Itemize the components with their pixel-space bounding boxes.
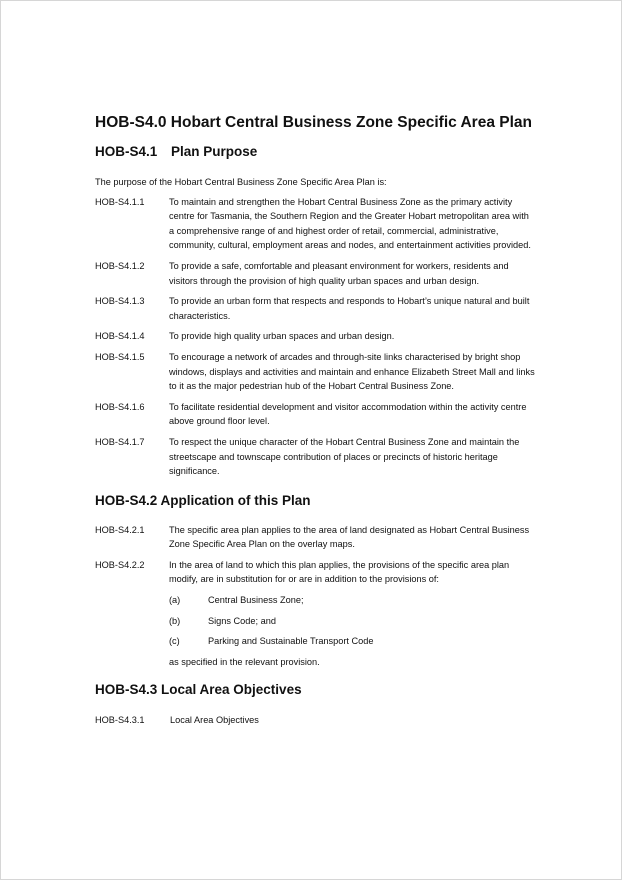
clause-text: To provide high quality urban spaces and urban design. xyxy=(169,331,395,342)
clause-number: HOB-S4.1.4 xyxy=(95,331,145,342)
page-title: HOB-S4.0 Hobart Central Business Zone Specific Area Plan xyxy=(95,114,532,131)
section-title: Plan Purpose xyxy=(171,144,258,159)
clause-row xyxy=(95,350,535,394)
list-item-text: Central Business Zone; xyxy=(208,595,304,606)
clause-number: HOB-S4.1.2 xyxy=(95,260,145,271)
section-code: HOB-S4.1 xyxy=(95,144,158,159)
clause-number: HOB-S4.2.1 xyxy=(95,524,145,535)
document-body xyxy=(95,113,535,728)
clause-number: HOB-S4.2.2 xyxy=(95,559,145,570)
subsection-title: Local Area Objectives xyxy=(170,715,259,726)
list-item xyxy=(169,634,535,649)
list-item xyxy=(169,593,535,608)
clause-text: To encourage a network of arcades and through-site links characterised by bright shop windows, displays and activities and maintain and enhance Elizabeth Street Mall and links to it as the major pedestrian hub of the Hobart Central Business Zone. xyxy=(169,351,535,392)
section-heading-s41 xyxy=(95,143,535,161)
section-heading-s42: HOB-S4.2 Application of this Plan xyxy=(95,492,311,508)
clause-number: HOB-S4.1.7 xyxy=(95,436,145,447)
clause-number: HOB-S4.1.1 xyxy=(95,196,145,207)
list-item-text: Signs Code; and xyxy=(208,615,276,626)
clause-text: To respect the unique character of the Hobart Central Business Zone and maintain the streetscape and townscape contribution of places or precincts of historic heritage significance. xyxy=(169,436,520,477)
closing-text: as specified in the relevant provision. xyxy=(169,656,320,667)
clause-number: HOB-S4.1.6 xyxy=(95,401,145,412)
list-item xyxy=(169,614,535,629)
subsection-number: HOB-S4.3.1 xyxy=(95,715,145,726)
clause-text: The specific area plan applies to the area of land designated as Hobart Central Business Zone Specific Area Plan on the overlay maps. xyxy=(169,524,530,550)
clause-text: To provide a safe, comfortable and pleasant environment for workers, residents and visitors through the provision of high quality urban spaces and urban design. xyxy=(169,260,509,286)
clause-row xyxy=(95,400,535,429)
clause-text: To facilitate residential development and visitor accommodation within the activity centre above ground floor level. xyxy=(169,401,527,427)
clause-number: HOB-S4.1.5 xyxy=(95,351,145,362)
list-item-letter: (b) xyxy=(169,615,181,626)
clause-row xyxy=(95,195,535,253)
section-heading-s43: HOB-S4.3 Local Area Objectives xyxy=(95,682,302,698)
clause-text: To maintain and strengthen the Hobart Central Business Zone as the primary activity centre for Tasmania, the Southern Region and the Greater Hobart metropolitan area with a comprehensive range of and highest order of retail, commercial, administrative, community, cultural, employment areas and nodes, and entertainment activities provided. xyxy=(169,196,531,251)
clause-row xyxy=(95,435,535,479)
clause-number: HOB-S4.1.3 xyxy=(95,296,145,307)
intro-paragraph: The purpose of the Hobart Central Business Zone Specific Area Plan is: xyxy=(95,177,387,187)
clause-row xyxy=(95,558,535,670)
list-item-letter: (a) xyxy=(169,595,181,606)
clause-row xyxy=(95,294,535,323)
clause-row xyxy=(95,329,535,344)
list-item-text: Parking and Sustainable Transport Code xyxy=(208,636,374,647)
clause-text: To provide an urban form that respects and responds to Hobart’s unique natural and built characteristics. xyxy=(169,296,530,321)
list-item-letter: (c) xyxy=(169,636,180,647)
clause-text: In the area of land to which this plan applies, the provisions of the specific area plan modify, are in substitution for or are in addition to the provisions of: xyxy=(169,559,510,585)
clause-row xyxy=(95,523,535,552)
clause-text-with-list xyxy=(169,558,535,670)
subsection-heading xyxy=(95,713,535,728)
clause-row xyxy=(95,259,535,288)
